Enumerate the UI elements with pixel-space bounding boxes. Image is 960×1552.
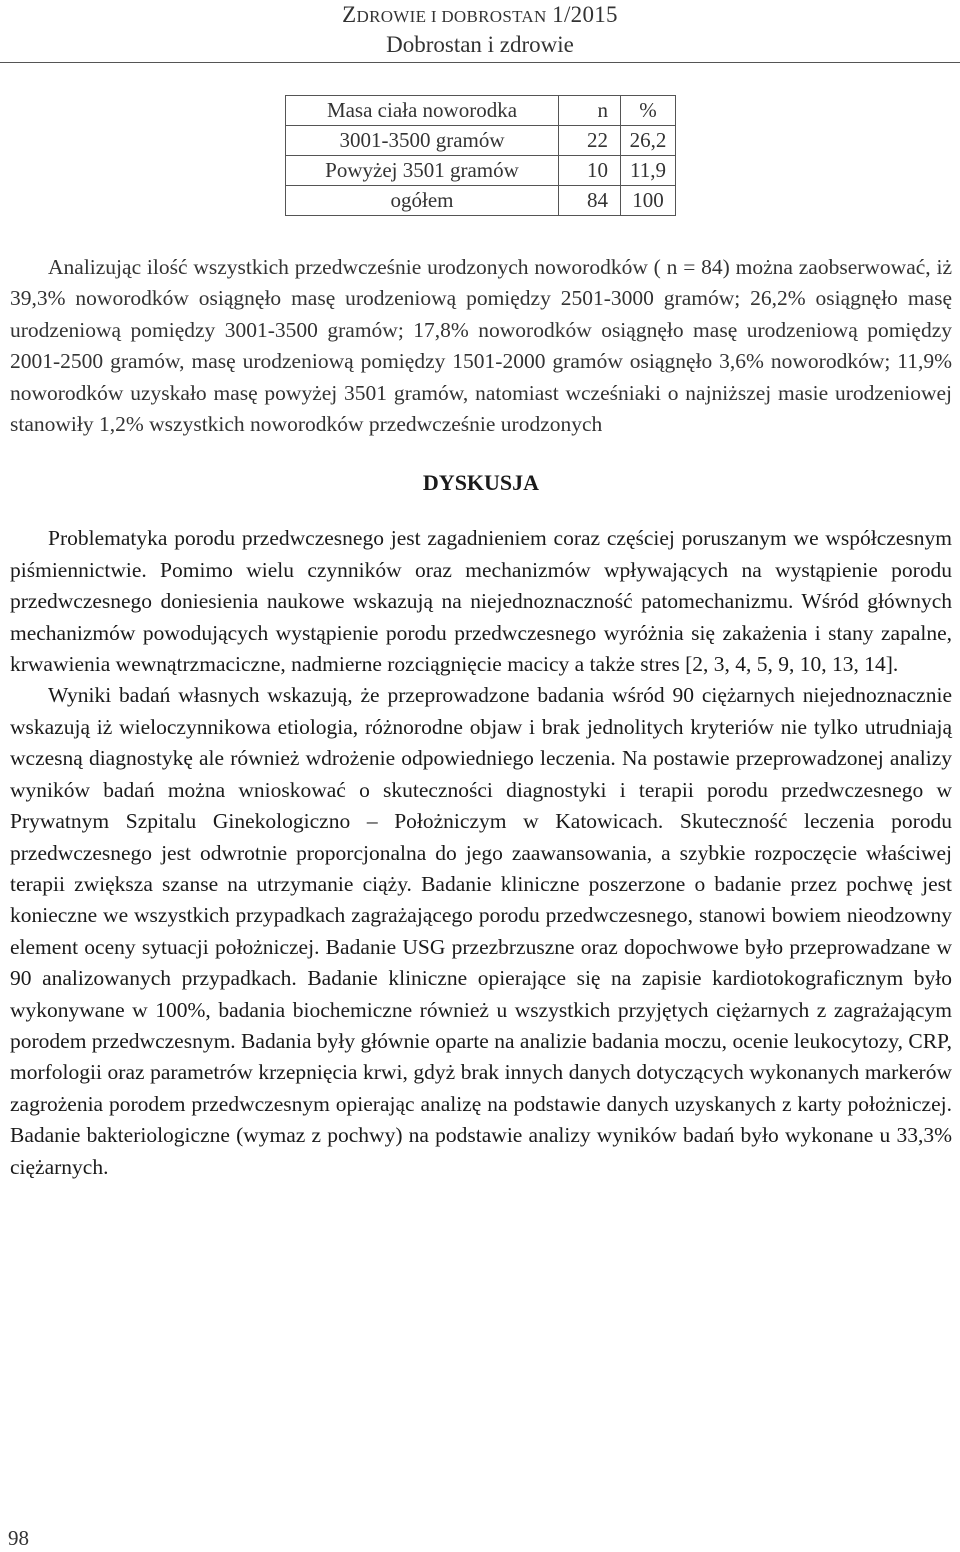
table-header-row	[286, 96, 676, 126]
birth-weight-table	[285, 95, 676, 216]
journal-title-initial: Z	[342, 2, 357, 27]
table-header-cell: Masa ciała noworodka	[286, 96, 559, 126]
discussion-paragraph-1: Problematyka porodu przedwczesnego jest zagadnieniem coraz częściej poruszanym we współczesnym piśmiennictwie. Pomimo wielu czynników oraz mechanizmów wpływających na wystąpienie porodu przedwczesnego doniesienia naukowe wskazują na niejednoznaczność patomechanizmu. Wśród głównych mechanizmów powodujących wystąpienie porodu przedwczesnego wyróżnia się zakażenia i stany zapalne, krwawienia wewnątrzmaciczne, nadmierne rozciągnięcie macicy a także stres [2, 3, 4, 5, 9, 10, 13, 14].	[10, 526, 952, 677]
table-row	[286, 186, 676, 216]
table-header-cell: n	[559, 96, 621, 126]
table-cell: 84	[559, 186, 621, 216]
table-header-cell: %	[621, 96, 676, 126]
table-cell: 3001-3500 gramów	[286, 126, 559, 156]
journal-subtitle: Dobrostan i zdrowie	[386, 32, 574, 57]
journal-issue: 1/2015	[552, 2, 618, 27]
table-row	[286, 156, 676, 186]
table-cell: ogółem	[286, 186, 559, 216]
discussion-paragraph-2: Wyniki badań własnych wskazują, że przeprowadzone badania wśród 90 ciężarnych niejednoznacznie wskazują iż wieloczynnikowa etiologia, różnorodne objaw i brak jednolitych kryteriów nie tylko utrudniają wczesną diagnostykę ale również wdrożenie odpowiedniego leczenia. Na postawie przeprowadzonej analizy wyników badań można wnioskować o skuteczności diagnostyki i terapii porodu przedwczesnego w Prywatnym Szpitalu Ginekologiczno – Położniczym w Katowicach. Skuteczność leczenia porodu przedwczesnego jest odwrotnie proporcjonalna do jego zaawansowania, a szybkie rozpoczęcie właściwej terapii zwiększa szanse na utrzymanie ciąży. Badanie kliniczne poszerzone o badanie przez pochwę jest konieczne we wszystkich przypadkach zagrażającego porodu przedwczesnego, stanowi bowiem nieodzowny element oceny sytuacji położniczej. Badanie USG przezbrzuszne oraz dopochwowe było przeprowadzane w 90 analizowanych przypadkach. Badanie kliniczne opierające się na zapisie kardiotokograficznym było wykonywane w 100%, badania biochemiczne również u wszystkich przyjętych ciężarnych z zagrażającym porodem przedwczesnym. Badania były głównie oparte na analizie badania moczu, ocenie leukocytozy, CRP, morfologii oraz parametrów krzepnięcia krwi, gdyż brak innych danych dotyczących wykonanych markerów zagrożenia porodem przedwczesnym opierając analizę na podstawie danych uzyskanych z karty położniczej. Badanie bakteriologiczne (wymaz z pochwy) na podstawie analizy wyników badań było wykonane u 33,3% ciężarnych.	[10, 683, 952, 1179]
article-body	[10, 252, 952, 1183]
table-cell: 11,9	[621, 156, 676, 186]
section-heading: DYSKUSJA	[422, 470, 540, 496]
journal-title-name: DROWIE I DOBROSTAN	[356, 7, 547, 26]
table-cell: Powyżej 3501 gramów	[286, 156, 559, 186]
table-cell: 100	[621, 186, 676, 216]
table-cell: 10	[559, 156, 621, 186]
table-cell: 26,2	[621, 126, 676, 156]
journal-title	[0, 2, 960, 30]
page-number: 98	[8, 1526, 29, 1550]
analysis-paragraph: Analizując ilość wszystkich przedwcześnie urodzonych noworodków ( n = 84) można zaobserwować, iż 39,3% noworodków osiągnęło masę urodzeniową pomiędzy 2501-3000 gramów; 26,2% osiągnęło masę urodzeniową pomiędzy 3001-3500 gramów; 17,8% noworodków osiągnęło masę urodzeniową pomiędzy 2001-2500 gramów, masę urodzeniową pomiędzy 1501-2000 gramów osiągnęło 3,6% noworodków; 11,9% noworodków uzyskało masę powyżej 3501 gramów, natomiast wcześniaki o najniższej masie urodzeniowej stanowiły 1,2% wszystkich noworodków przedwcześnie urodzonych	[10, 255, 952, 437]
running-header	[0, 0, 960, 63]
table-cell: 22	[559, 126, 621, 156]
table-row	[286, 126, 676, 156]
